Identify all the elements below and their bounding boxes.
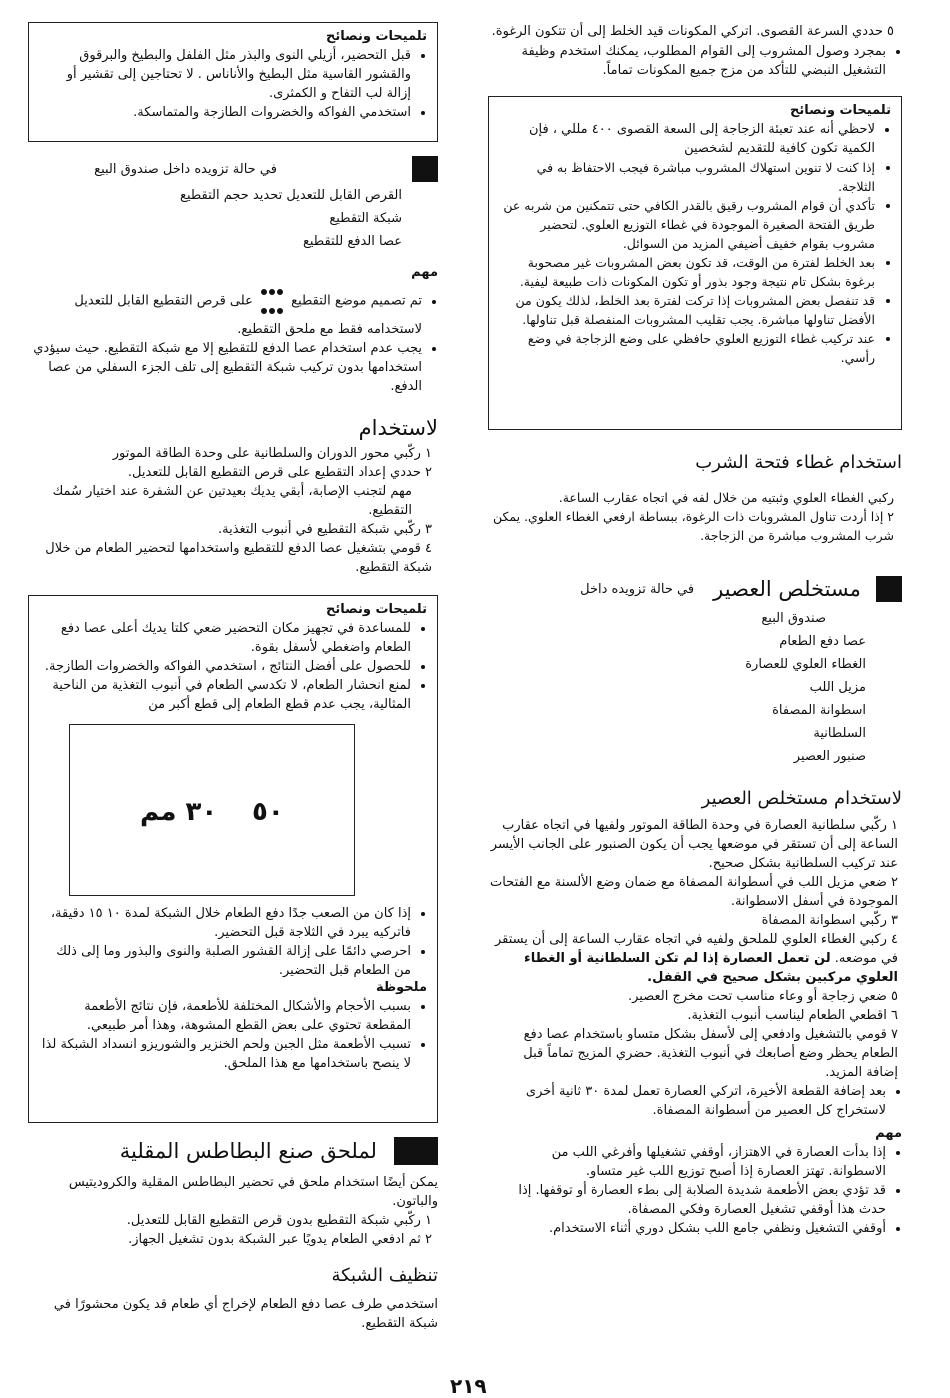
tip-item: • احرصي دائمًا على إزالة القشور الصلبة والنوى والبذور وما إلى ذلك من الطعام قبل التحضير. [39, 942, 411, 980]
tip-item: • للمساعدة في تجهيز مكان التحضير ضعي كلتا يديك أعلى عصا دفع الطعام واضغطي لأسفل بقوة. [39, 619, 411, 657]
use-step: ٣ ركّبي شبكة التقطيع في أنبوب التغذية. [217, 522, 432, 537]
step-5: ٥ حددي السرعة القصوى. اتركي المكونات قيد الخلط إلى أن تتكون الرغوة. [491, 24, 894, 39]
important-item: • يجب عدم استخدام عصا الدفع للتقطيع إلا مع شبكة التقطيع. حيث سيؤدي استخدامها بدون تركيب شبكة التقطيع إلى تلف الجزء السفلي من عصا الدفع. [28, 339, 422, 396]
part-item: مزيل اللب [809, 680, 866, 695]
section-marker [412, 156, 438, 182]
tip-item: • بعد الخلط لفترة من الوقت، قد تكون بعض المشروبات غير مصحوبة برغوة بشكل تام نتيجة وجود بذور أو تكون المكونات ذات طبيعة ليفية. [499, 253, 875, 291]
part-item: صندوق البيع [761, 611, 826, 626]
important-1b: على قرص التقطيع القابل للتعديل لاستخدامه فقط مع ملحق التقطيع. [74, 293, 422, 337]
juicer-step [490, 930, 898, 987]
juicer-step: ٣ ركّبي اسطوانة المصفاة [761, 913, 898, 928]
clean-text: استخدمي طرف عصا دفع الطعام لإخراج أي طعام قد يكون محشورًا في شبكة التقطيع. [53, 1297, 438, 1331]
juicer-step: ٦ اقطعي الطعام ليناسب أنبوب التغذية. [687, 1008, 898, 1023]
tips-title: تلميحات ونصائح [790, 103, 891, 118]
tip-item: • للحصول على أفضل النتائج ، استخدمي الفواكه والخضروات الطازجة. [39, 657, 411, 676]
note-item: • بسبب الأحجام والأشكال المختلفة للأطعمة، فإن نتائج الأطعمة المقطعة تحتوي على بعض القطع المشوهة، وهذا أمر طبيعي. [39, 997, 411, 1035]
juicer-supplied: في حالة تزويده داخل [580, 581, 695, 597]
part-item: عصا دفع الطعام [779, 634, 866, 649]
fries-heading: لملحق صنع البطاطس المقلية [119, 1139, 377, 1163]
slicer-supplied: في حالة تزويده داخل صندوق البيع [94, 161, 277, 177]
juicer-heading: مستخلص العصير [713, 577, 861, 601]
important-title-left: مهم [411, 265, 438, 280]
use-step: ١ ركّبي محور الدوران والسلطانية على وحدة الطاقة الموتور [112, 446, 432, 461]
note-title: ملحوظة [375, 980, 427, 995]
fries-step: ٢ ثم ادفعي الطعام يدويًا عبر الشبكة بدون تشغيل الجهاز. [128, 1232, 432, 1247]
important-title-right: مهم [875, 1126, 902, 1141]
part-item: اسطوانة المصفاة [772, 703, 866, 718]
tip-item: • لمنع انحشار الطعام، لا تكدسي الطعام في أنبوب التغذية من الناحية المثالية، يجب عدم قطع الطعام إلى قطع أكبر من [39, 676, 411, 714]
slicer-parts [28, 184, 438, 253]
slice-dots-icon [260, 282, 284, 320]
important-list-left [28, 282, 438, 396]
right-column [490, 22, 902, 1238]
fries-steps [28, 1211, 438, 1249]
step-4-bold: لن تعمل العصارة إذا لم تكن السلطانية أو الغطاء العلوي مركبين بشكل صحيح في القفل. [524, 951, 898, 985]
notes-list [39, 997, 427, 1073]
part-item: صنبور العصير [793, 749, 866, 764]
fries-step: ١ ركّبي شبكة التقطيع بدون قرص التقطيع القابل للتعديل. [126, 1213, 432, 1228]
tip-item: • عند تركيب غطاء التوزيع العلوي حافظي على وضع الزجاجة في وضع رأسي. [499, 329, 875, 367]
tips-list-2 [39, 904, 427, 980]
tip-item: • لاحظي أنه عند تعبئة الزجاجة إلى السعة القصوى ٤٠٠ مللي ، فإن الكمية تكون كافية للتقديم لشخصين [499, 120, 875, 158]
juicer-step: ١ ركّبي سلطانية العصارة في وحدة الطاقة الموتور ولفيها في اتجاه عقارب الساعة إلى أن تستقر في موضعها يجب أن يكون الصنبور على الجانب الأيسر عند تركيب السلطانية بشكل صحيح. [490, 818, 898, 871]
fries-header [28, 1137, 438, 1165]
juicer-step: ٢ ضعي مزيل اللب في أسطوانة المصفاة مع ضمان وضع الألسنة مع الفتحات الموجودة في أسفل الاسطوانة. [489, 875, 898, 909]
tips-list [499, 120, 891, 367]
juicer-header [490, 575, 902, 603]
tip-item: • إذا كان من الصعب جدًا دفع الطعام خلال الشبكة لمدة ١٠ ١٥ دقيقة، فاتركيه يبرد في الثلاجة قبل التحضير. [39, 904, 411, 942]
part-item: عصا الدفع للتقطيع [302, 234, 402, 249]
juicer-steps [490, 816, 902, 1082]
slicer-header [28, 156, 438, 184]
tips-list [39, 619, 427, 714]
step-4-plain: ٤ ركبي الغطاء العلوي للملحق ولفيه في اتجاه عقارب الساعة إلى أن يستقر في موضعه. [494, 932, 898, 966]
tips-title: تلميحات ونصائح [326, 29, 427, 44]
tip-item: • قد تنفصل بعض المشروبات إذا تركت لفترة بعد الخلط، لذلك يكون من الأفضل تناولها مباشرة. يجب تقليب المشروبات المنفصلة قبل تناولها. [499, 291, 875, 329]
use-step: ٢ حددي إعداد التقطيع على قرص التقطيع القابل للتعديل. [127, 465, 432, 480]
juicer-step: ٧ قومي بالتشغيل وادفعي إلى لأسفل بشكل متساو باستخدام عصا دفع الطعام يحظر وضع أصابعك في أنبوب التغذية. حضري المزيج تماماً قبل إضافة المزيد. [523, 1027, 898, 1080]
tips-list [39, 46, 427, 122]
important-1a: تم تصميم موضع التقطيع [291, 293, 422, 309]
important-list-right [490, 1143, 902, 1238]
fries-intro: يمكن أيضًا استخدام ملحق في تحضير البطاطس المقلية والكروديتيس والباتون. [68, 1175, 438, 1209]
lid-steps [490, 488, 902, 545]
important-item: • قد تؤدي بعض الأطعمة شديدة الصلابة إلى بطء العصارة أو توقفها. إذا حدث هذا أوقفي تشغيل العصارة وفكي المصفاة. [490, 1181, 886, 1219]
important-item: • أوقفي التشغيل ونظفي جامع اللب بشكل دوري أثناء الاستخدام. [490, 1219, 886, 1238]
important-item [28, 282, 422, 339]
use-steps [28, 444, 438, 577]
juicer-parts [490, 607, 902, 768]
figure-dim-a: ٥٠ [252, 797, 284, 827]
lid-heading: استخدام غطاء فتحة الشرب [695, 452, 902, 473]
tip-item: • تأكدي أن قوام المشروب رقيق بالقدر الكافي حتى تتمكنين من شربه عن طريق الفتحة الصغيرة الموجودة في غطاء التوزيع العلوي. لتحضير مشروب بقوام خفيف أضيفي المزيد من السوائل. [499, 196, 875, 253]
food-size-figure [69, 724, 355, 896]
use-step: مهم لتجنب الإصابة، أبقي يديك بعيدتين عن الشفرة عند اختيار سُمك التقطيع. [52, 484, 412, 518]
figure-dim-b: ٣٠ مم [140, 797, 218, 827]
clean-heading: تنظيف الشبكة [331, 1265, 438, 1286]
pulse-item: • بمجرد وصول المشروب إلى القوام المطلوب، يمكنك استخدم وظيفة التشغيل النبضي للتأكد من مزج جميع المكونات تماماً. [490, 42, 886, 80]
use-heading: لاستخدام [358, 416, 438, 440]
section-marker [394, 1137, 438, 1165]
tips-box-slicing [28, 595, 438, 1123]
tip-item: • إذا كنت لا تنوين استهلاك المشروب مباشرة فيجب الاحتفاظ به في الثلاجة. [499, 158, 875, 196]
note-item: • تسبب الأطعمة مثل الجبن ولحم الخنزير والشوريزو انسداد الشبكة لذا لا ينصح باستخدامها مع هذا الملحق. [39, 1035, 411, 1073]
juicer-final-item: • بعد إضافة القطعة الأخيرة، اتركي العصارة تعمل لمدة ٣٠ ثانية أخرى لاستخراج كل العصير من أسطوانة المصفاة. [490, 1082, 886, 1120]
tip-item: • قبل التحضير، أزيلي النوى والبذر مثل الفلفل والبطيخ والبرقوق والقشور القاسية مثل البطيخ والأناناس . لا تحتاجين إلى تقشير أو إزالة لب التفاح و الكمثرى. [39, 46, 411, 103]
tips-box-drinks [488, 96, 902, 430]
juicer-step: ٥ ضعي زجاجة أو وعاء مناسب تحت مخرج العصير. [627, 989, 898, 1004]
juicer-use-heading: لاستخدام مستخلص العصير [701, 788, 902, 809]
important-item: • إذا بدأت العصارة في الاهتزاز، أوقفي تشغيلها وأفرغي اللب من الاسطوانة. تهتز العصارة إذا أصبح توزيع اللب غير متساو. [490, 1143, 886, 1181]
lid-step: ركبي الغطاء العلوي وثبتيه من خلال لفه في اتجاه عقارب الساعة. [558, 490, 894, 505]
page-number: ٢١٩ [450, 1374, 487, 1398]
lid-step: ٢ إذا أردت تناول المشروبات ذات الرغوة، ببساطة ارفعي الغطاء العلوي. يمكن شرب المشروب مباشرة من الزجاجة. [492, 509, 894, 543]
tips-box-prep [28, 22, 438, 142]
part-item: الغطاء العلوي للعصارة [745, 657, 866, 672]
part-item: القرص القابل للتعديل تحديد حجم التقطيع [180, 188, 402, 203]
part-item: السلطانية [813, 726, 866, 741]
tips-title: تلميحات ونصائح [326, 602, 427, 617]
juicer-final [490, 1082, 902, 1120]
pulse-tip [490, 42, 902, 80]
use-step: ٤ قومي بتشغيل عصا الدفع للتقطيع واستخدامها لتحضير الطعام من خلال شبكة التقطيع. [45, 541, 432, 575]
blend-steps [490, 22, 902, 41]
part-item: شبكة التقطيع [329, 211, 402, 226]
left-column [28, 22, 438, 1333]
tip-item: • استخدمي الفواكه والخضروات الطازجة والمتماسكة. [39, 103, 411, 122]
section-marker [876, 576, 902, 602]
